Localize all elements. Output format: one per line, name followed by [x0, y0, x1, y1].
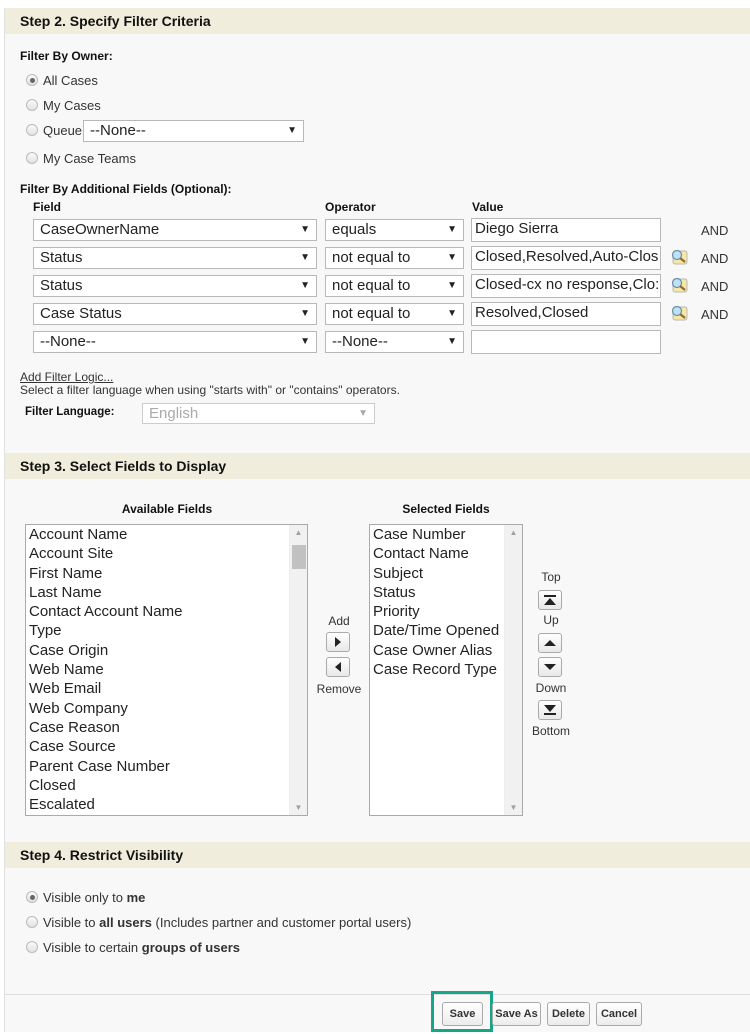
list-item[interactable]: Escalated	[29, 796, 95, 814]
available-fields-list[interactable]	[25, 524, 308, 816]
selected-fields-items	[370, 525, 522, 679]
up-label: Up	[543, 613, 559, 627]
dropdown-arrow-icon: ▼	[300, 224, 310, 235]
operator-select-value: not equal to	[332, 249, 411, 266]
radio-label: Visible to all users (Includes partner and customer portal users)	[43, 914, 412, 930]
dropdown-arrow-icon: ▼	[447, 252, 457, 263]
radio-button[interactable]	[26, 916, 38, 928]
list-item[interactable]: Last Name	[29, 583, 102, 601]
field-select[interactable]	[33, 303, 317, 325]
radio-label: My Cases	[43, 97, 101, 113]
radio-button[interactable]	[26, 124, 38, 136]
field-select-value: Case Status	[40, 305, 122, 322]
save-as-button[interactable]: Save As	[492, 1002, 541, 1026]
radio-visible-groups[interactable]	[26, 938, 240, 956]
field-select[interactable]	[33, 219, 317, 241]
step2-header: Step 2. Specify Filter Criteria	[5, 8, 750, 34]
list-item[interactable]: Account Site	[29, 545, 114, 563]
move-top-icon	[544, 595, 556, 605]
radio-all-cases[interactable]	[26, 71, 98, 89]
list-item[interactable]: Subject	[373, 564, 424, 582]
operator-select-value: not equal to	[332, 277, 411, 294]
operator-select-value: not equal to	[332, 305, 411, 322]
save-button[interactable]: Save	[442, 1002, 483, 1026]
remove-button[interactable]	[326, 657, 350, 677]
list-item[interactable]: Status	[373, 583, 416, 601]
list-item[interactable]: Web Email	[29, 680, 102, 698]
list-item[interactable]: Case Source	[29, 738, 116, 756]
filter-by-owner-label: Filter By Owner:	[20, 49, 113, 63]
radio-my-cases[interactable]	[26, 96, 101, 114]
step4-header: Step 4. Restrict Visibility	[5, 842, 750, 868]
dropdown-arrow-icon: ▼	[300, 280, 310, 291]
column-header-field: Field	[33, 200, 62, 214]
scroll-up-icon[interactable]: ▲	[294, 528, 303, 537]
scroll-down-icon[interactable]: ▼	[509, 803, 518, 812]
list-item[interactable]: Closed	[29, 776, 76, 794]
dropdown-arrow-icon: ▼	[300, 252, 310, 263]
scroll-down-icon[interactable]: ▼	[294, 803, 303, 812]
queue-select[interactable]	[83, 120, 304, 142]
remove-label: Remove	[316, 682, 362, 696]
list-item[interactable]: Priority	[373, 603, 420, 621]
bottom-label: Bottom	[531, 724, 570, 738]
scroll-thumb[interactable]	[292, 545, 306, 569]
operator-select[interactable]	[325, 303, 464, 325]
and-label: AND	[701, 223, 729, 238]
queue-select-value: --None--	[90, 122, 146, 139]
move-top-button[interactable]	[538, 590, 562, 610]
field-select[interactable]	[33, 275, 317, 297]
list-item[interactable]: Date/Time Opened	[373, 622, 500, 640]
list-item[interactable]: Parent Case Number	[29, 757, 170, 775]
additional-fields-label: Filter By Additional Fields (Optional):	[20, 182, 232, 196]
down-label: Down	[535, 681, 567, 695]
footer-divider	[5, 994, 750, 995]
value-input[interactable]: Diego Sierra	[471, 218, 661, 242]
dropdown-arrow-icon: ▼	[447, 280, 457, 291]
dropdown-arrow-icon: ▼	[287, 125, 297, 136]
and-label: AND	[701, 279, 729, 294]
dropdown-arrow-icon: ▼	[447, 224, 457, 235]
value-input[interactable]	[471, 330, 661, 354]
and-label: AND	[701, 307, 729, 322]
available-scrollbar[interactable]	[289, 525, 307, 815]
radio-button[interactable]	[26, 99, 38, 111]
radio-label: Visible to certain groups of users	[43, 939, 241, 955]
move-bottom-button[interactable]	[538, 700, 562, 720]
lookup-icon[interactable]	[670, 249, 688, 265]
arrow-left-icon	[334, 662, 342, 672]
field-select-value: Status	[40, 277, 83, 294]
list-item[interactable]: Case Record Type	[373, 661, 497, 679]
radio-button[interactable]	[26, 74, 38, 86]
list-item[interactable]: Case Number	[373, 526, 466, 543]
dropdown-arrow-icon: ▼	[300, 336, 310, 347]
filter-language-value: English	[149, 405, 199, 422]
filter-language-label: Filter Language:	[25, 406, 115, 418]
field-select-value: CaseOwnerName	[40, 221, 160, 238]
lookup-icon[interactable]	[670, 305, 688, 321]
available-fields-items	[26, 525, 307, 814]
arrow-down-icon	[544, 663, 556, 671]
add-label: Add	[328, 614, 350, 628]
radio-visible-all-users[interactable]	[26, 913, 411, 931]
radio-button[interactable]	[26, 941, 38, 953]
value-input[interactable]: Closed-cx no response,Clo:	[471, 274, 661, 298]
radio-label: Visible only to me	[43, 889, 146, 905]
add-button[interactable]	[326, 632, 350, 652]
delete-button[interactable]: Delete	[547, 1002, 590, 1026]
radio-visible-only-me[interactable]	[26, 888, 145, 906]
selected-fields-label: Selected Fields	[402, 502, 490, 516]
dropdown-arrow-icon: ▼	[358, 408, 368, 419]
operator-select[interactable]	[325, 275, 464, 297]
operator-select-value: --None--	[332, 333, 388, 350]
list-item[interactable]: Web Company	[29, 699, 128, 717]
radio-label: My Case Teams	[43, 150, 136, 166]
move-bottom-icon	[544, 705, 556, 715]
lookup-icon[interactable]	[670, 277, 688, 293]
add-filter-logic-link[interactable]: Add Filter Logic...	[20, 370, 114, 384]
radio-button[interactable]	[26, 152, 38, 164]
radio-button[interactable]	[26, 891, 38, 903]
selected-scrollbar[interactable]	[504, 525, 522, 815]
radio-label: Queue	[43, 122, 83, 138]
column-header-operator: Operator	[325, 200, 376, 214]
field-select[interactable]	[33, 247, 317, 269]
operator-select-value: equals	[332, 221, 377, 238]
arrow-right-icon	[334, 637, 342, 647]
value-input[interactable]: Closed,Resolved,Auto-Clos	[471, 246, 661, 270]
step3-header: Step 3. Select Fields to Display	[5, 453, 750, 479]
available-fields-label: Available Fields	[121, 502, 213, 516]
dropdown-arrow-icon: ▼	[447, 308, 457, 319]
radio-queue[interactable]	[26, 121, 82, 139]
field-select-value: Status	[40, 249, 83, 266]
list-item[interactable]: First Name	[29, 564, 103, 582]
view-edit-page	[4, 8, 750, 1032]
top-label: Top	[541, 570, 561, 584]
radio-label: All Cases	[43, 72, 98, 88]
dropdown-arrow-icon: ▼	[300, 308, 310, 319]
operator-select[interactable]	[325, 331, 464, 353]
arrow-up-icon	[544, 639, 556, 647]
list-item[interactable]: Case Origin	[29, 641, 109, 659]
dropdown-arrow-icon: ▼	[447, 336, 457, 347]
filter-language-hint: Select a filter language when using "starts with" or "contains" operators.	[20, 383, 400, 397]
column-header-value: Value	[472, 200, 504, 214]
list-item[interactable]: Contact Account Name	[29, 603, 183, 621]
move-down-button[interactable]	[538, 657, 562, 677]
operator-select[interactable]	[325, 219, 464, 241]
selected-fields-list[interactable]	[369, 524, 523, 816]
list-item[interactable]: Web Name	[29, 661, 104, 679]
list-item[interactable]: Contact Name	[373, 545, 469, 563]
field-select[interactable]	[33, 331, 317, 353]
list-item[interactable]: Type	[29, 622, 62, 640]
and-label: AND	[701, 251, 729, 266]
scroll-up-icon[interactable]: ▲	[509, 528, 518, 537]
value-input[interactable]: Resolved,Closed	[471, 302, 661, 326]
filter-language-select[interactable]	[142, 403, 375, 424]
move-up-button[interactable]	[538, 633, 562, 653]
cancel-button[interactable]: Cancel	[596, 1002, 642, 1026]
operator-select[interactable]	[325, 247, 464, 269]
radio-my-case-teams[interactable]	[26, 149, 136, 167]
list-item[interactable]: Case Reason	[29, 718, 120, 736]
list-item[interactable]: Account Name	[29, 526, 128, 543]
list-item[interactable]: Case Owner Alias	[373, 641, 493, 659]
field-select-value: --None--	[40, 333, 96, 350]
